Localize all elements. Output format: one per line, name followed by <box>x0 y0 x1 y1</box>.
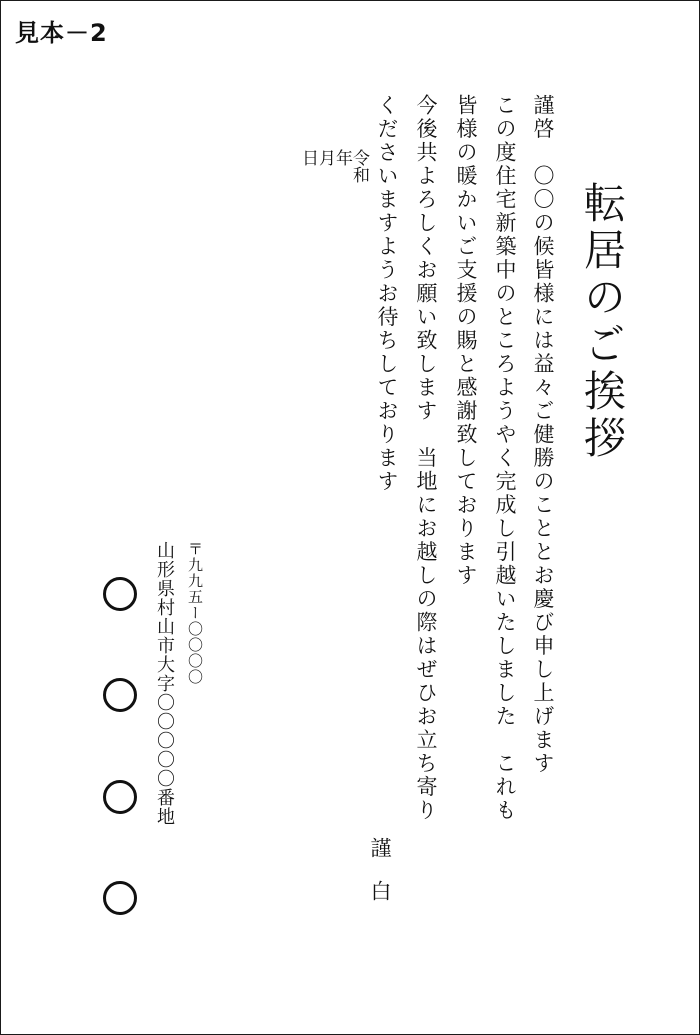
name-placeholder-circle-4 <box>103 881 137 915</box>
body-line-4: 今後共よろしくお願い致します 当地にお越しの際はぜひお立ち寄り <box>414 94 438 823</box>
body-line-3: 皆様の暖かいご支援の賜と感謝致しております <box>454 94 478 588</box>
date-day: 日 <box>298 149 318 166</box>
letter-title: 転居のご挨拶 <box>578 181 627 463</box>
name-placeholder-circle-2 <box>103 678 137 712</box>
name-placeholder-circle-1 <box>103 577 137 611</box>
body-line-1: 謹啓 〇〇の候皆様には益々ご健勝のこととお慶び申し上げます <box>531 94 555 776</box>
date-year: 年 <box>332 149 352 166</box>
name-placeholder-circle-3 <box>103 780 137 814</box>
body-line-2: この度住宅新築中のところようやく完成し引越いたしました これも <box>493 94 517 823</box>
date-block <box>299 149 367 235</box>
date-month: 月 <box>315 149 335 166</box>
body-line-5: くださいますようお待ちしております <box>375 94 399 494</box>
sender-address: 山形県村山市大字〇〇〇〇〇番地 <box>154 541 175 826</box>
sample-label: 見本－2 <box>15 19 108 47</box>
date-era: 令和 <box>349 149 369 183</box>
closing-phrase: 謹白 <box>368 837 392 923</box>
postal-code: 〒九九五ー〇〇〇〇 <box>186 541 204 685</box>
